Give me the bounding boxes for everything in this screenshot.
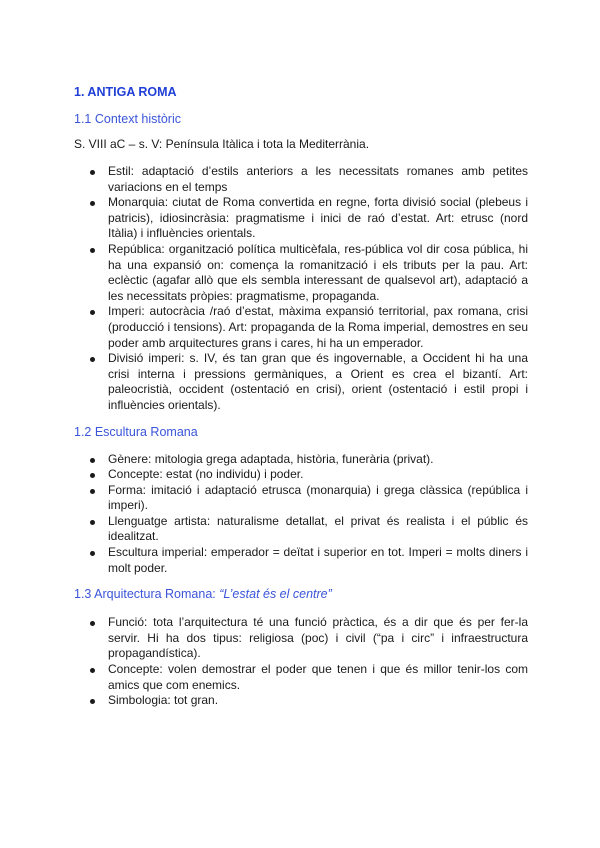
list-item-text: Llenguatge artista: naturalisme detallat, el privat és realista i el públic és idealitzat.: [108, 513, 528, 544]
list-item: [74, 545, 528, 576]
list-item-text: Simbologia: tot gran.: [108, 693, 219, 708]
bullet-icon: [90, 489, 95, 494]
list-item-text: Monarquia: ciutat de Roma convertida en regne, forta divisió social (plebeus i patricis), idiosincràsia: pragmatisme i inici de raó d’estat. Art: etrusc (nord Itàlia) i influències orientals.: [108, 195, 528, 241]
section-title-context: 1.1 Context històric: [74, 112, 181, 126]
bullet-icon: [90, 357, 95, 362]
section-title-text: 1.3 Arquitectura Romana:: [74, 587, 220, 602]
list-item: [74, 467, 528, 483]
list-item: [74, 164, 528, 195]
bullet-list-sculpture: [74, 452, 528, 577]
list-item-text: República: organització política multicèfala, res-pública vol dir cosa pública, hi ha una expansió on: comença la romanització i els tributs per la pau. Art: eclèctic (agafar allò que els sembla interessant de qualsevol art), adaptació a les necessitats pròpies: pragmatisme, propaganda.: [108, 241, 528, 303]
document-page: [74, 84, 528, 709]
bullet-icon: [90, 699, 95, 704]
bullet-icon: [90, 458, 95, 463]
bullet-icon: [90, 170, 95, 175]
section-intro: S. VIII aC – s. V: Península Itàlica i tota la Mediterrània.: [74, 137, 370, 151]
section-title-sculpture: 1.2 Escultura Romana: [74, 424, 198, 439]
bullet-icon: [90, 668, 95, 673]
list-item: [74, 452, 528, 468]
list-item: [74, 242, 528, 304]
list-item: [74, 304, 528, 351]
list-item: [74, 351, 528, 413]
list-item-text: Forma: imitació i adaptació etrusca (monarquia) i grega clàssica (república i imperi).: [108, 482, 528, 513]
list-item: [74, 483, 528, 514]
list-item-text: Imperi: autocràcia /raó d’estat, màxima expansió territorial, pax romana, crisi (producció i tensions). Art: propaganda de la Roma imperial, demostres en seu poder amb arquitectures grans i cares, hi ha un emperador.: [108, 304, 528, 350]
list-item: [74, 662, 528, 693]
list-item-text: Concepte: volen demostrar el poder que tenen i que és millor tenir-los com amics que com enemics.: [108, 662, 528, 692]
list-item: [74, 514, 528, 545]
bullet-list-architecture: [74, 615, 528, 709]
bullet-icon: [90, 520, 95, 525]
bullet-icon: [90, 621, 95, 626]
list-item: [74, 195, 528, 242]
list-item-text: Divisió imperi: s. IV, és tan gran que és ingovernable, a Occident hi ha una crisi interna i pressions germàniques, a Orient es crea el bizantí. Art: paleocristià, occident (ostentació en crisi), orient (ostentació i estil propi i influències orientals).: [108, 351, 528, 412]
bullet-icon: [90, 473, 95, 478]
bullet-icon: [90, 310, 95, 315]
list-item-text: Escultura imperial: emperador = deïtat i superior en tot. Imperi = molts diners i molt poder.: [108, 545, 528, 575]
list-item-text: Concepte: estat (no individu) i poder.: [108, 467, 304, 482]
list-item: [74, 693, 528, 709]
list-item-text: Funció: tota l’arquitectura té una funció pràctica, és a dir que és per fer-la servir. Hi ha dos tipus: religiosa (poc) i civil (“pa i circ” i infraestructura propagandística).: [108, 615, 528, 661]
list-item-text: Gènere: mitologia grega adaptada, història, funerària (privat).: [108, 451, 434, 466]
bullet-icon: [90, 551, 95, 556]
bullet-icon: [90, 248, 95, 253]
section-title-architecture: [74, 586, 528, 602]
list-item: [74, 615, 528, 662]
bullet-list-context: [74, 164, 528, 414]
bullet-icon: [90, 201, 95, 206]
section-title-quote: “L’estat és el centre”: [219, 587, 332, 602]
list-item-text: Estil: adaptació d’estils anteriors a les necessitats romanes amb petites variacions en el temps: [108, 164, 528, 194]
main-heading: 1. ANTIGA ROMA: [74, 85, 177, 99]
